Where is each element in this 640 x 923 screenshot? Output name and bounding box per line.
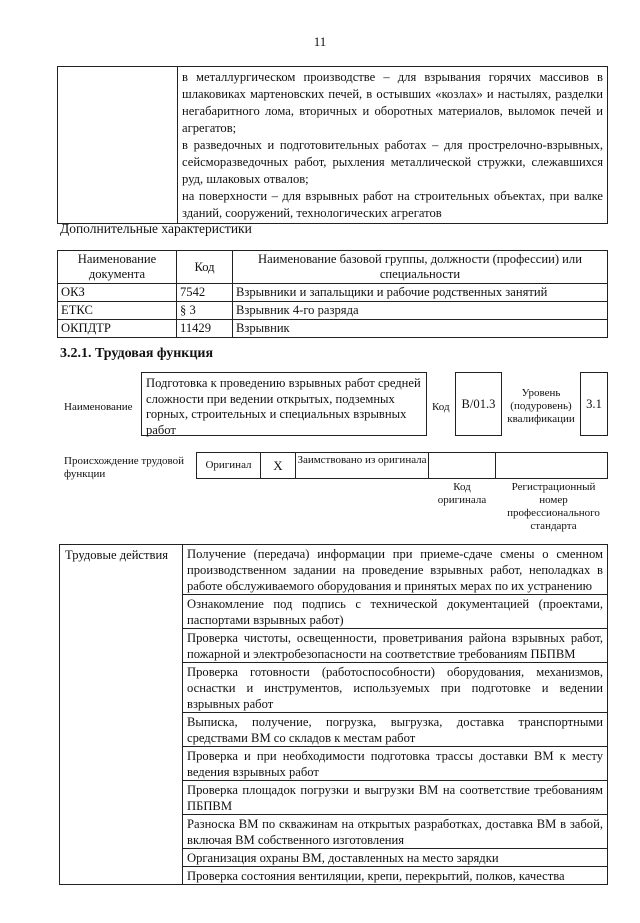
table-cell: Разноска ВМ по скважинам на открытых разработках, доставка ВМ в забой, включая ВМ собственного изготовления (183, 815, 608, 849)
table-cell: Проверка чистоты, освещенности, проветривания района взрывных работ, пожарной и электробезопасности на соответствие требованиям ПБПВМ (183, 629, 608, 663)
header-cell: Наименование базовой группы, должности (профессии) или специальности (233, 251, 608, 284)
table-row (58, 284, 608, 302)
additional-characteristics-table (57, 250, 608, 338)
table-cell: ОКЗ (58, 284, 177, 302)
table-row (58, 302, 608, 320)
origin-label: Происхождение трудовой функции (64, 455, 185, 480)
level-box (580, 372, 608, 436)
labor-actions-table (59, 544, 608, 885)
additional-characteristics-title: Дополнительные характеристики (60, 221, 252, 236)
paragraph: в разведочных и подготовительных работах – для прострелочно-взрывных, сейсморазведочных работ, рыхления металлической стружки, слежавшихся руд, шлаковых отвалов; (182, 138, 603, 186)
table-cell: Взрывники и запальщики и рабочие родственных занятий (233, 284, 608, 302)
continuation-right-cell (178, 67, 608, 224)
level-label: Уровень (подуровень) квалификации (507, 387, 575, 425)
function-name-value: Подготовка к проведению взрывных работ средней сложности при ведении открытых, подземных горных, строительных и специальных взрывных работ (146, 376, 421, 437)
function-code-value: В/01.3 (461, 397, 496, 411)
function-name-box (141, 372, 427, 436)
table-cell: ОКПДТР (58, 320, 177, 338)
code-original-box (428, 452, 496, 479)
labor-function-heading: 3.2.1. Трудовая функция (60, 346, 214, 361)
reg-number-box (495, 452, 608, 479)
original-mark: X (273, 458, 283, 473)
header-cell: Код (177, 251, 233, 284)
reg-number-label: Регистрационный номер профессионального стандарта (507, 481, 600, 532)
table-cell: Выписка, получение, погрузка, выгрузка, доставка транспортными средствами ВМ со складов к местам работ (183, 713, 608, 747)
original-label: Оригинал (205, 459, 252, 471)
original-label-box (196, 452, 261, 479)
paragraph: в металлургическом производстве – для взрывания горячих массивов в шлаковиках мартеновских печей, в остывших «козлах» и настылях, разделки негабаритного лома, вторичных и оборотных материалов, выломок печей и агрегатов; (182, 70, 603, 135)
table-cell: Получение (передача) информации при приеме-сдаче смены о сменном производственном задании на проведение взрывных работ, неполадках в работе обслуживаемого оборудования и принятых мерах по их устранению (183, 545, 608, 595)
table-cell: ЕТКС (58, 302, 177, 320)
table-cell: Взрывник 4-го разряда (233, 302, 608, 320)
table-row (58, 320, 608, 338)
code-label: Код (432, 401, 450, 413)
code-original-label: Код оригинала (437, 481, 487, 506)
continuation-left-cell (58, 67, 178, 224)
header-cell: Наименование документа (58, 251, 177, 284)
table-cell: 7542 (177, 284, 233, 302)
function-code-box (455, 372, 502, 436)
table-row (60, 545, 608, 595)
table-cell: Взрывник (233, 320, 608, 338)
table-cell: § 3 (177, 302, 233, 320)
table-cell: Проверка площадок погрузки и выгрузки ВМ на соответствие требованиям ПБПВМ (183, 781, 608, 815)
continuation-table (57, 66, 608, 224)
table-cell: Организация охраны ВМ, доставленных на место зарядки (183, 849, 608, 867)
labor-actions-label: Трудовые действия (60, 545, 183, 885)
table-cell: Проверка готовности (работоспособности) оборудования, механизмов, оснастки и инструментов, используемых при подготовке и ведении взрывных работ (183, 663, 608, 713)
borrowed-label: Заимствовано из оригинала (297, 454, 427, 466)
table-header-row (58, 251, 608, 284)
table-cell: Проверка состояния вентиляции, крепи, перекрытий, полков, качества (183, 867, 608, 885)
table-cell: Ознакомление под подпись с технической документацией (проектами, паспортами взрывных работ) (183, 595, 608, 629)
page-number: 11 (313, 34, 327, 49)
level-value: 3.1 (586, 397, 602, 411)
name-label: Наименование (64, 401, 133, 413)
paragraph: на поверхности – для взрывных работ на строительных объектах, при валке зданий, сооружений, технологических агрегатов (182, 189, 603, 220)
table-cell: Проверка и при необходимости подготовка трассы доставки ВМ к месту ведения взрывных работ (183, 747, 608, 781)
original-mark-box (260, 452, 296, 479)
table-cell: 11429 (177, 320, 233, 338)
borrowed-box (295, 452, 429, 479)
